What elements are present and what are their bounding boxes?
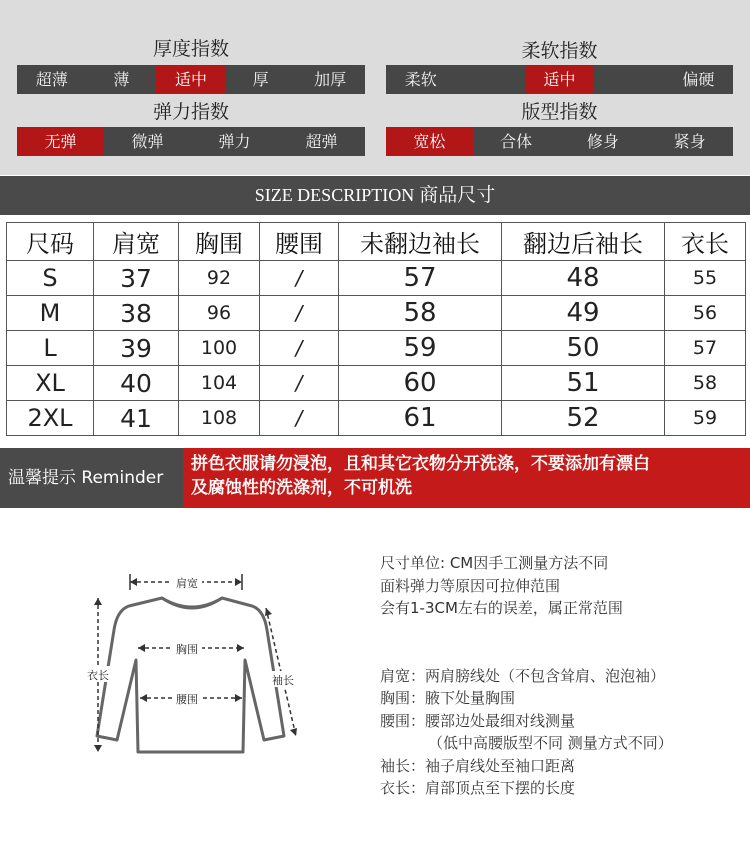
shirt-outline: [97, 598, 284, 752]
cell-length: 59: [665, 401, 746, 436]
thickness-bar: [17, 65, 365, 94]
header-sleeve-rolled: 翻边后袖长: [502, 223, 665, 261]
cell-length: 55: [665, 261, 746, 296]
cell-sleeve-unrolled: 60: [339, 366, 502, 401]
measurement-notes: [380, 552, 673, 800]
header-shoulder: 肩宽: [94, 223, 179, 261]
cell-chest: 96: [179, 296, 260, 331]
cell-sleeve-rolled: 48: [502, 261, 665, 296]
table-row: [7, 296, 746, 331]
label-waist: 腰围: [176, 693, 198, 706]
cell-chest: 92: [179, 261, 260, 296]
cell-chest: 100: [179, 331, 260, 366]
softness-bar: [386, 65, 733, 94]
header-chest: 胸围: [179, 223, 260, 261]
cell-shoulder: 41: [94, 401, 179, 436]
elasticity-option: 超弹: [305, 132, 338, 151]
elasticity-option: 弹力: [218, 132, 251, 151]
cell-shoulder: 38: [94, 296, 179, 331]
cell-waist: /: [260, 366, 339, 401]
softness-option: 偏硬: [682, 70, 715, 89]
reminder-text-box: [183, 448, 750, 508]
note-definition: （低中高腰版型不同 测量方式不同）: [428, 734, 673, 752]
cell-waist: /: [260, 296, 339, 331]
cell-chest: 108: [179, 401, 260, 436]
cell-chest: 104: [179, 366, 260, 401]
cell-length: 57: [665, 331, 746, 366]
table-row: [7, 401, 746, 436]
header-waist: 腰围: [260, 223, 339, 261]
softness-option: [455, 65, 524, 94]
cell-size: S: [7, 261, 94, 296]
size-section-header: [0, 176, 750, 215]
note-intro-line: 会有1-3CM左右的误差，属正常范围: [380, 599, 623, 617]
softness-option: 柔软: [404, 70, 437, 89]
cell-waist: /: [260, 401, 339, 436]
note-definition: 腰围：腰部边处最细对线测量: [380, 711, 576, 730]
table-row: [7, 366, 746, 401]
reminder-line-2: 及腐蚀性的洗涤剂，不可机洗: [191, 478, 412, 498]
cell-size: XL: [7, 366, 94, 401]
label-shoulder: 肩宽: [176, 577, 198, 590]
cell-sleeve-unrolled: 58: [339, 296, 502, 331]
cell-sleeve-rolled: 51: [502, 366, 665, 401]
fit-option: 合体: [500, 132, 533, 151]
thickness-option: 超薄: [35, 70, 68, 89]
table-header-row: [7, 223, 746, 261]
cell-sleeve-rolled: 49: [502, 296, 665, 331]
cell-sleeve-rolled: 50: [502, 331, 665, 366]
fit-option-selected: 宽松: [386, 127, 473, 156]
size-table: [6, 222, 746, 436]
cell-sleeve-rolled: 52: [502, 401, 665, 436]
elasticity-option: 微弹: [131, 132, 164, 151]
cell-sleeve-unrolled: 59: [339, 331, 502, 366]
cell-size: 2XL: [7, 401, 94, 436]
label-length: 衣长: [87, 669, 109, 682]
size-title-en: SIZE DESCRIPTION: [254, 185, 415, 205]
header-sleeve-unrolled: 未翻边袖长: [339, 223, 502, 261]
fit-option: 紧身: [673, 132, 706, 151]
note-intro-line: 尺寸单位: CM因手工测量方法不同: [380, 554, 609, 572]
fit-title: 版型指数: [521, 101, 598, 123]
thickness-option: 加厚: [314, 70, 347, 89]
reminder-bar: [0, 448, 750, 508]
header-size: 尺码: [7, 223, 94, 261]
note-definition: 胸围：腋下处量胸围: [380, 689, 516, 707]
reminder-line-1: 拼色衣服请勿浸泡，且和其它衣物分开洗涤，不要添加有漂白: [191, 454, 650, 474]
cell-sleeve-unrolled: 57: [339, 261, 502, 296]
size-title-cn: 商品尺寸: [419, 184, 496, 206]
elasticity-title: 弹力指数: [152, 101, 229, 123]
shirt-diagram-svg: [70, 560, 315, 770]
header-length: 衣长: [665, 223, 746, 261]
elasticity-option-selected: 无弹: [17, 127, 104, 156]
cell-shoulder: 39: [94, 331, 179, 366]
softness-option: [594, 65, 663, 94]
thickness-option: 薄: [113, 70, 130, 89]
cell-waist: /: [260, 331, 339, 366]
cell-waist: /: [260, 261, 339, 296]
softness-title: 柔软指数: [521, 40, 598, 62]
attribute-panel: [0, 0, 750, 175]
note-intro-line: 面料弹力等原因可拉伸范围: [380, 576, 561, 595]
reminder-label: 温馨提示 Reminder: [8, 468, 164, 488]
table-row: [7, 331, 746, 366]
cell-size: L: [7, 331, 94, 366]
cell-size: M: [7, 296, 94, 331]
softness-option-selected: 适中: [525, 65, 594, 94]
fit-option: 修身: [586, 132, 619, 151]
note-definition: 肩宽：两肩膀线处（不包含耸肩、泡泡袖）: [380, 666, 666, 685]
table-row: [7, 261, 746, 296]
elasticity-bar: [17, 127, 365, 156]
note-definition: 袖长：袖子肩线处至袖口距离: [380, 756, 576, 775]
label-chest: 胸围: [176, 643, 198, 656]
cell-sleeve-unrolled: 61: [339, 401, 502, 436]
cell-length: 56: [665, 296, 746, 331]
thickness-option: 厚: [252, 70, 269, 89]
cell-length: 58: [665, 366, 746, 401]
cell-shoulder: 40: [94, 366, 179, 401]
fit-bar: [386, 127, 733, 156]
cell-shoulder: 37: [94, 261, 179, 296]
note-definition: 衣长：肩部顶点至下摆的长度: [380, 779, 576, 797]
label-sleeve: 袖长: [272, 674, 294, 687]
notes-spacer: [380, 620, 673, 665]
thickness-option-selected: 适中: [156, 65, 226, 94]
measurement-diagram: [70, 560, 315, 770]
thickness-title: 厚度指数: [152, 38, 229, 60]
